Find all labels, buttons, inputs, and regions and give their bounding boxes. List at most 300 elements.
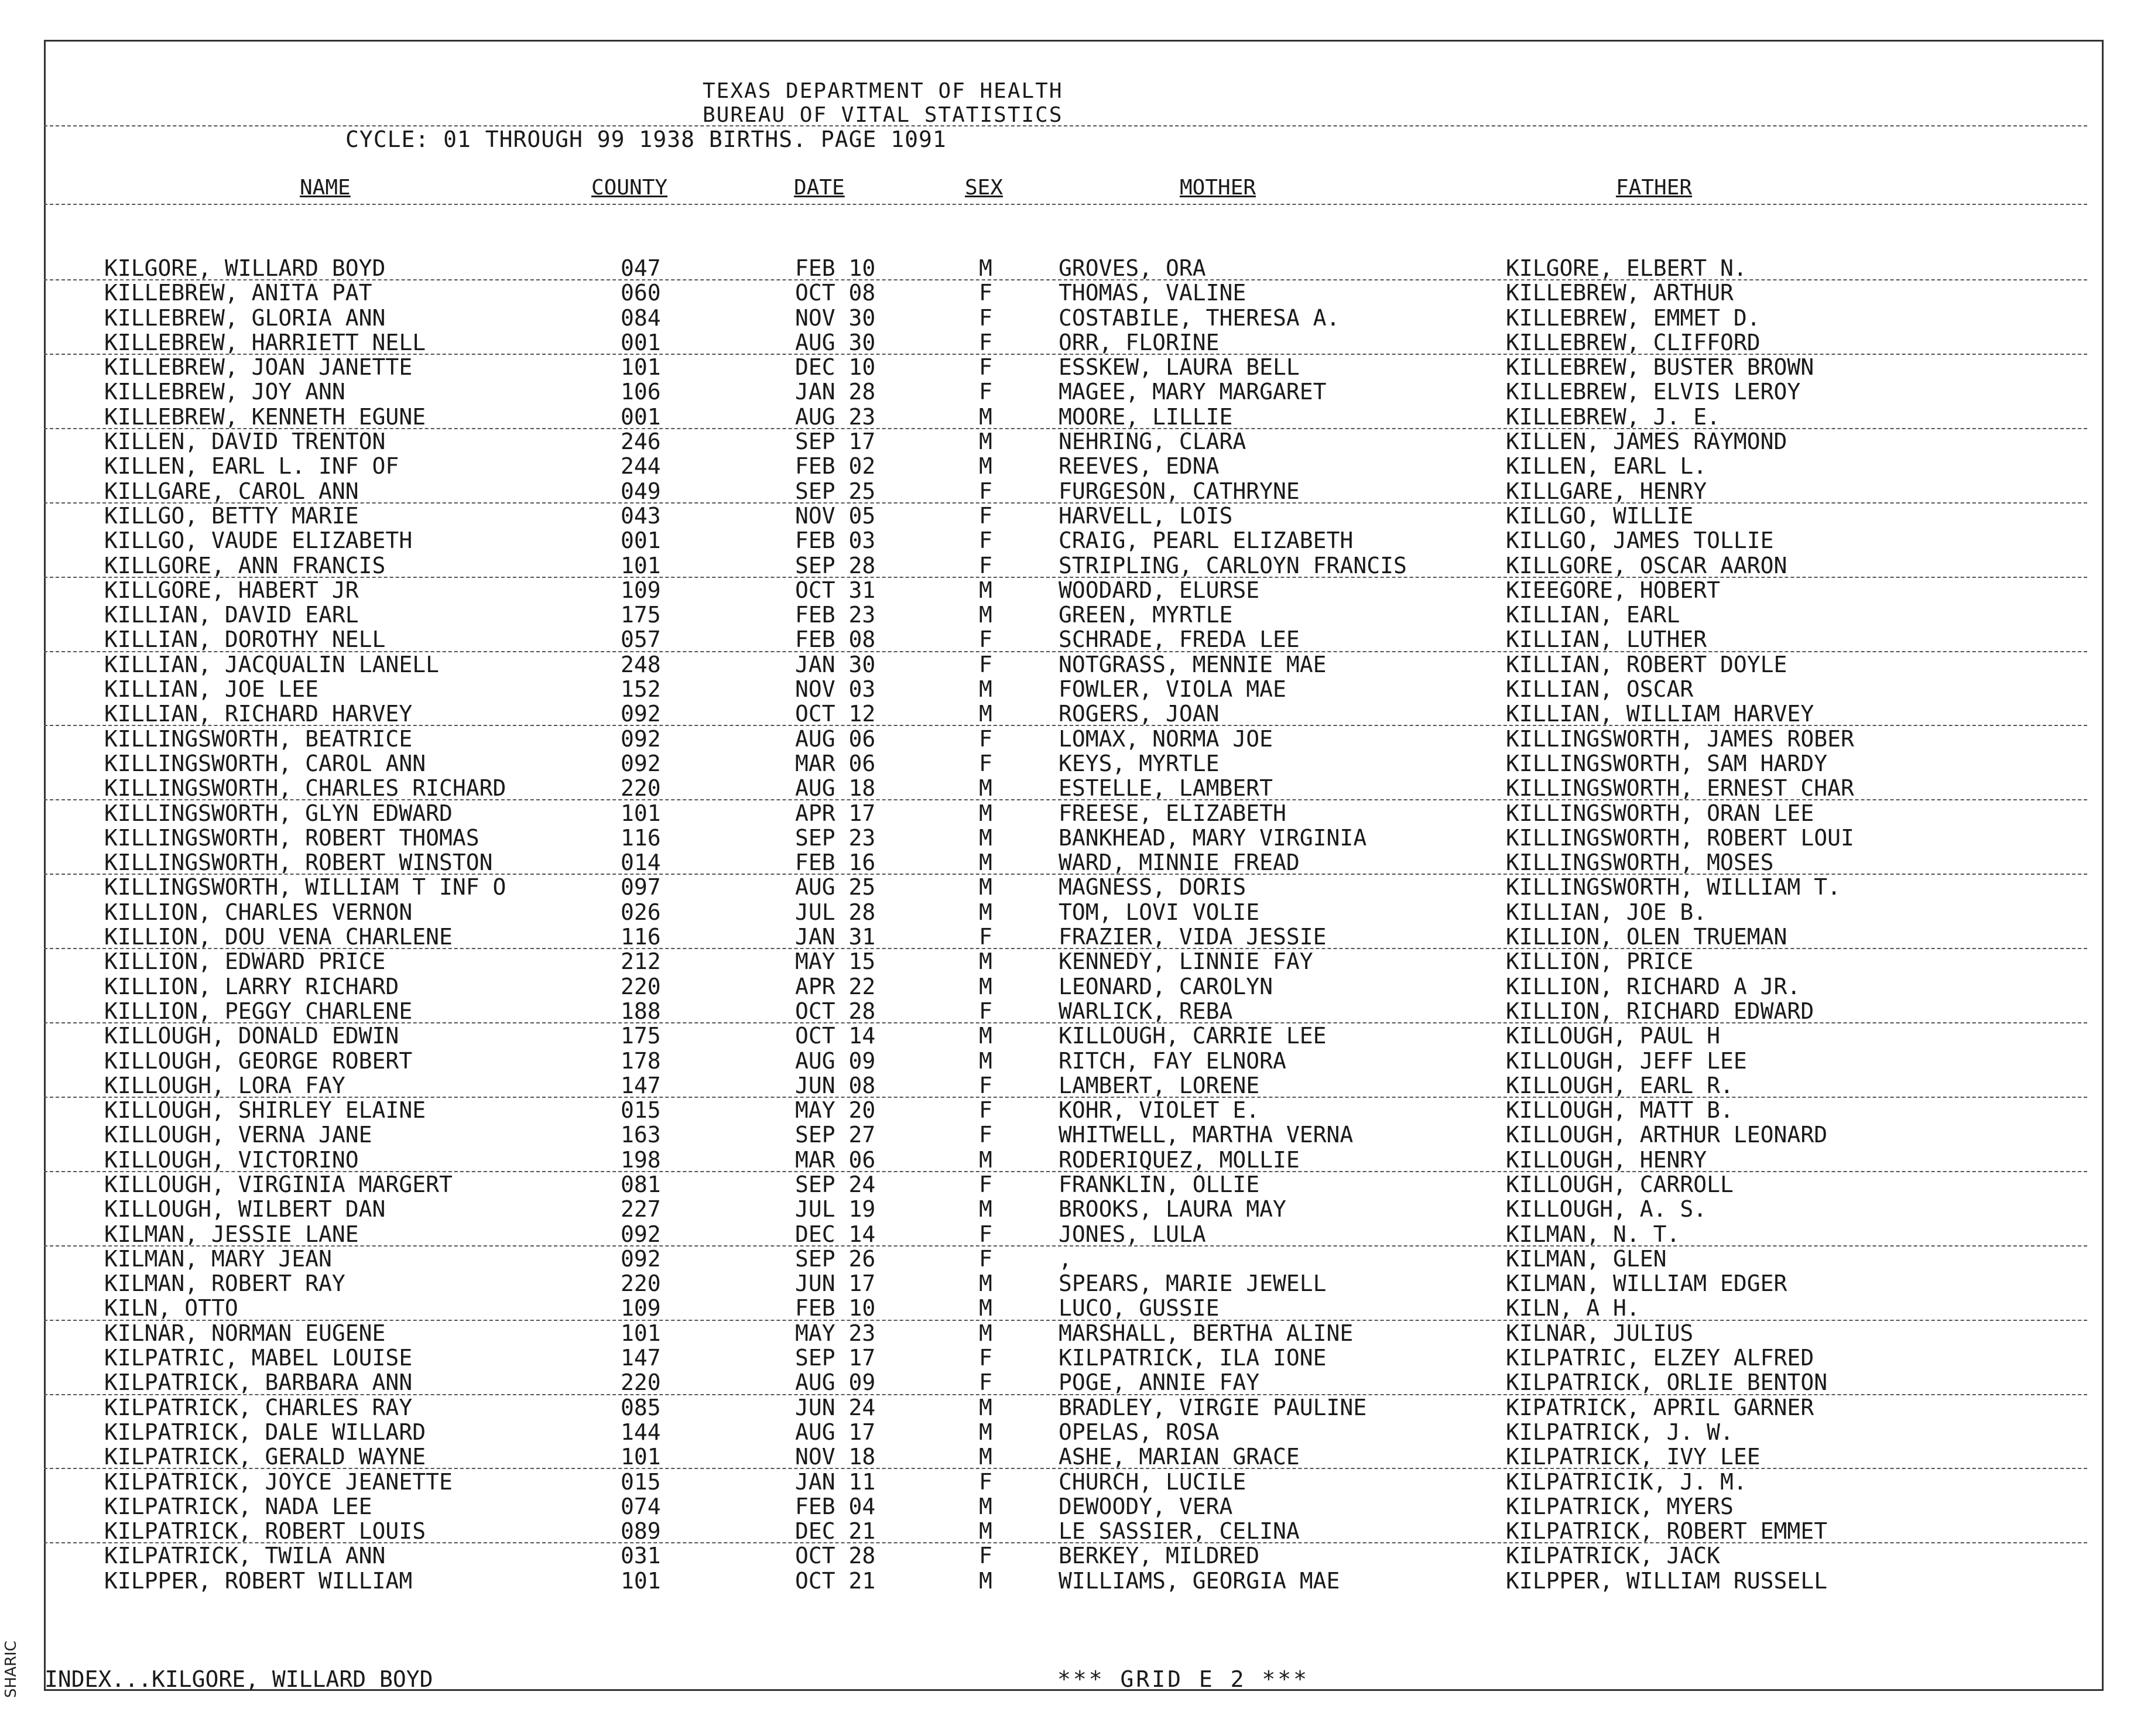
record-sex: F (979, 1369, 992, 1396)
record-father: KILNAR, JULIUS (1506, 1320, 1694, 1346)
record-name: KILLINGSWORTH, BEATRICE (104, 725, 413, 752)
record-sex: M (979, 1320, 992, 1346)
record-name: KILLOUGH, WILBERT DAN (104, 1196, 386, 1223)
record-county: 092 (621, 1221, 661, 1247)
record-sex: M (979, 1567, 992, 1594)
record-mother: WARLICK, REBA (1059, 998, 1233, 1024)
record-sex: M (979, 800, 992, 826)
record-date: AUG 17 (795, 1419, 876, 1445)
record-date: JAN 31 (795, 924, 876, 950)
record-county: 101 (621, 800, 661, 826)
record-sex: F (979, 924, 992, 950)
table-row (0, 999, 2144, 1023)
record-sex: F (979, 1097, 992, 1124)
record-father: KILLOUGH, EARL R. (1506, 1072, 1734, 1098)
record-mother: BERKEY, MILDRED (1059, 1543, 1260, 1569)
record-father: KILPPER, WILLIAM RUSSELL (1506, 1567, 1828, 1594)
record-date: FEB 10 (795, 1295, 876, 1321)
record-date: SEP 17 (795, 1345, 876, 1371)
record-father: KILPATRICK, ROBERT EMMET (1506, 1518, 1828, 1545)
record-county: 092 (621, 701, 661, 727)
record-sex: F (979, 651, 992, 677)
record-date: MAY 15 (795, 949, 876, 975)
record-county: 026 (621, 899, 661, 925)
record-name: KILLINGSWORTH, CHARLES RICHARD (104, 775, 506, 802)
record-county: 101 (621, 1444, 661, 1470)
table-row (0, 330, 2144, 355)
table-row (0, 1148, 2144, 1172)
header-bureau: BUREAU OF VITAL STATISTICS (703, 103, 1063, 127)
divider (44, 204, 2087, 205)
record-father: KILLINGSWORTH, ERNEST CHAR (1506, 775, 1854, 802)
record-date: MAY 20 (795, 1097, 876, 1124)
record-name: KILLEBREW, GLORIA ANN (104, 304, 386, 331)
record-date: NOV 05 (795, 502, 876, 529)
record-name: KILLOUGH, DONALD EDWIN (104, 1023, 399, 1049)
record-date: DEC 21 (795, 1518, 876, 1545)
record-date: AUG 23 (795, 403, 876, 430)
record-father: KILLION, RICHARD A JR. (1506, 973, 1801, 999)
record-county: 244 (621, 453, 661, 480)
table-row (0, 1395, 2144, 1420)
record-mother: KILPATRICK, ILA IONE (1059, 1345, 1327, 1371)
footer-grid: *** GRID E 2 *** (1057, 1666, 1310, 1692)
record-mother: FOWLER, VIOLA MAE (1059, 676, 1286, 703)
record-mother: ASHE, MARIAN GRACE (1059, 1444, 1300, 1470)
table-row (0, 1049, 2144, 1073)
record-date: AUG 18 (795, 775, 876, 802)
record-county: 220 (621, 775, 661, 802)
table-row (0, 974, 2144, 999)
record-name: KILNAR, NORMAN EUGENE (104, 1320, 386, 1346)
record-county: 144 (621, 1419, 661, 1445)
record-sex: M (979, 1271, 992, 1297)
record-father: KILLIAN, ROBERT DOYLE (1506, 651, 1787, 677)
record-mother: FURGESON, CATHRYNE (1059, 478, 1300, 504)
record-mother: RODERIQUEZ, MOLLIE (1059, 1146, 1300, 1173)
record-mother: , (1059, 1245, 1072, 1272)
record-father: KILLOUGH, JEFF LEE (1506, 1047, 1747, 1074)
table-row (0, 1494, 2144, 1519)
record-father: KIPATRICK, APRIL GARNER (1506, 1394, 1814, 1420)
record-county: 147 (621, 1345, 661, 1371)
record-name: KILPATRICK, NADA LEE (104, 1493, 372, 1519)
record-sex: M (979, 824, 992, 851)
record-date: FEB 08 (795, 626, 876, 653)
record-mother: LEONARD, CAROLYN (1059, 973, 1273, 999)
record-sex: M (979, 1518, 992, 1545)
table-row (0, 528, 2144, 553)
record-county: 060 (621, 280, 661, 306)
record-mother: COSTABILE, THERESA A. (1059, 304, 1340, 331)
record-sex: M (979, 775, 992, 802)
record-name: KILLIAN, RICHARD HARVEY (104, 701, 413, 727)
table-row (0, 701, 2144, 726)
record-sex: F (979, 280, 992, 306)
record-mother: NEHRING, CLARA (1059, 429, 1246, 455)
table-row (0, 1023, 2144, 1048)
record-name: KILPATRICK, DALE WILLARD (104, 1419, 426, 1445)
record-date: SEP 27 (795, 1122, 876, 1148)
record-mother: NOTGRASS, MENNIE MAE (1059, 651, 1327, 677)
table-row (0, 1098, 2144, 1122)
table-row (0, 875, 2144, 899)
record-father: KILLEBREW, EMMET D. (1506, 304, 1761, 331)
column-header-father: FATHER (1616, 176, 1693, 200)
table-row (0, 1271, 2144, 1296)
record-date: APR 22 (795, 973, 876, 999)
record-mother: KENNEDY, LINNIE FAY (1059, 949, 1313, 975)
record-mother: MOORE, LILLIE (1059, 403, 1233, 430)
record-date: SEP 17 (795, 429, 876, 455)
record-sex: F (979, 552, 992, 578)
record-date: JAN 28 (795, 379, 876, 405)
record-name: KILLEBREW, HARRIETT NELL (104, 329, 426, 355)
footer-index: INDEX...KILGORE, WILLARD BOYD (44, 1666, 433, 1692)
record-date: DEC 14 (795, 1221, 876, 1247)
record-father: KILLIAN, EARL (1506, 602, 1680, 628)
record-county: 220 (621, 973, 661, 999)
record-mother: KEYS, MYRTLE (1059, 750, 1220, 776)
record-father: KILPATRICK, ORLIE BENTON (1506, 1369, 1828, 1396)
record-date: JUN 24 (795, 1394, 876, 1420)
table-row (0, 1519, 2144, 1543)
table-row (0, 1247, 2144, 1271)
table-row (0, 727, 2144, 751)
record-county: 163 (621, 1122, 661, 1148)
record-name: KILLINGSWORTH, ROBERT THOMAS (104, 824, 480, 851)
record-mother: KOHR, VIOLET E. (1059, 1097, 1260, 1124)
table-row (0, 256, 2144, 280)
record-name: KILLGORE, ANN FRANCIS (104, 552, 386, 578)
table-row (0, 602, 2144, 627)
record-county: 101 (621, 1567, 661, 1594)
record-date: NOV 18 (795, 1444, 876, 1470)
record-name: KILPATRICK, TWILA ANN (104, 1543, 386, 1569)
record-sex: M (979, 577, 992, 603)
table-row (0, 429, 2144, 454)
record-county: 109 (621, 577, 661, 603)
record-county: 152 (621, 676, 661, 703)
record-sex: M (979, 899, 992, 925)
record-date: OCT 12 (795, 701, 876, 727)
record-county: 246 (621, 429, 661, 455)
table-row (0, 1296, 2144, 1320)
record-sex: F (979, 528, 992, 554)
record-date: SEP 28 (795, 552, 876, 578)
record-name: KILLION, CHARLES VERNON (104, 899, 413, 925)
record-mother: REEVES, EDNA (1059, 453, 1220, 480)
record-county: 220 (621, 1369, 661, 1396)
record-father: KILGORE, ELBERT N. (1506, 255, 1747, 281)
cycle-line: CYCLE: 01 THROUGH 99 1938 BIRTHS. PAGE 1091 (345, 126, 947, 152)
table-row (0, 1420, 2144, 1444)
record-sex: M (979, 1444, 992, 1470)
table-row (0, 504, 2144, 528)
table-row (0, 379, 2144, 404)
table-row (0, 751, 2144, 776)
record-mother: MAGEE, MARY MARGARET (1059, 379, 1327, 405)
record-father: KILLIAN, WILLIAM HARVEY (1506, 701, 1814, 727)
record-name: KILLION, EDWARD PRICE (104, 949, 386, 975)
record-date: OCT 08 (795, 280, 876, 306)
record-date: NOV 30 (795, 304, 876, 331)
record-sex: M (979, 1493, 992, 1519)
record-date: SEP 23 (795, 824, 876, 851)
record-date: SEP 24 (795, 1171, 876, 1197)
record-county: 227 (621, 1196, 661, 1223)
record-date: AUG 09 (795, 1047, 876, 1074)
table-row (0, 949, 2144, 974)
record-date: AUG 30 (795, 329, 876, 355)
record-sex: F (979, 1122, 992, 1148)
record-sex: F (979, 379, 992, 405)
record-name: KILPATRICK, ROBERT LOUIS (104, 1518, 426, 1545)
record-name: KILLEBREW, JOY ANN (104, 379, 345, 405)
record-name: KILLEBREW, KENNETH EGUNE (104, 403, 426, 430)
record-county: 116 (621, 924, 661, 950)
record-county: 109 (621, 1295, 661, 1321)
record-sex: F (979, 1345, 992, 1371)
record-sex: M (979, 602, 992, 628)
record-date: AUG 25 (795, 874, 876, 900)
record-mother: WARD, MINNIE FREAD (1059, 850, 1300, 876)
record-father: KILN, A H. (1506, 1295, 1640, 1321)
record-county: 097 (621, 874, 661, 900)
record-father: KILLINGSWORTH, ORAN LEE (1506, 800, 1814, 826)
record-mother: TOM, LOVI VOLIE (1059, 899, 1260, 925)
table-row (0, 280, 2144, 305)
record-county: 089 (621, 1518, 661, 1545)
record-name: KILLINGSWORTH, ROBERT WINSTON (104, 850, 493, 876)
table-row (0, 1470, 2144, 1494)
birth-records-table (0, 256, 2144, 1593)
column-header-sex: SEX (965, 176, 1003, 200)
column-header-mother: MOTHER (1180, 176, 1256, 200)
record-date: JAN 11 (795, 1468, 876, 1495)
record-father: KIEEGORE, HOBERT (1506, 577, 1721, 603)
record-date: MAY 23 (795, 1320, 876, 1346)
record-name: KILPATRICK, GERALD WAYNE (104, 1444, 426, 1470)
record-father: KILLINGSWORTH, MOSES (1506, 850, 1774, 876)
record-name: KILLION, LARRY RICHARD (104, 973, 399, 999)
record-county: 106 (621, 379, 661, 405)
record-sex: M (979, 1196, 992, 1223)
record-sex: F (979, 1221, 992, 1247)
record-name: KILMAN, ROBERT RAY (104, 1271, 345, 1297)
record-mother: SCHRADE, FREDA LEE (1059, 626, 1300, 653)
record-father: KILLEBREW, ELVIS LEROY (1506, 379, 1801, 405)
record-sex: M (979, 453, 992, 480)
record-name: KILLEBREW, JOAN JANETTE (104, 354, 413, 381)
record-mother: DEWOODY, VERA (1059, 1493, 1233, 1519)
record-father: KILLIAN, LUTHER (1506, 626, 1707, 653)
record-county: 212 (621, 949, 661, 975)
record-father: KILLEBREW, CLIFFORD (1506, 329, 1761, 355)
record-county: 015 (621, 1097, 661, 1124)
record-date: AUG 06 (795, 725, 876, 752)
record-father: KILLOUGH, PAUL H (1506, 1023, 1721, 1049)
record-name: KILLEN, DAVID TRENTON (104, 429, 386, 455)
record-date: DEC 10 (795, 354, 876, 381)
record-name: KILLGO, BETTY MARIE (104, 502, 359, 529)
record-father: KILLIAN, OSCAR (1506, 676, 1694, 703)
table-row (0, 677, 2144, 701)
record-date: SEP 25 (795, 478, 876, 504)
record-sex: M (979, 1023, 992, 1049)
record-sex: M (979, 403, 992, 430)
record-mother: POGE, ANNIE FAY (1059, 1369, 1260, 1396)
record-mother: BRADLEY, VIRGIE PAULINE (1059, 1394, 1367, 1420)
record-mother: ESTELLE, LAMBERT (1059, 775, 1273, 802)
record-father: KILLION, RICHARD EDWARD (1506, 998, 1814, 1024)
table-row (0, 355, 2144, 379)
record-sex: M (979, 973, 992, 999)
record-father: KILPATRICK, JACK (1506, 1543, 1721, 1569)
record-father: KILPATRICK, MYERS (1506, 1493, 1734, 1519)
record-county: 001 (621, 528, 661, 554)
record-mother: CHURCH, LUCILE (1059, 1468, 1246, 1495)
record-father: KILLEBREW, ARTHUR (1506, 280, 1734, 306)
record-name: KILLION, PEGGY CHARLENE (104, 998, 413, 1024)
record-name: KILLGO, VAUDE ELIZABETH (104, 528, 413, 554)
record-date: AUG 09 (795, 1369, 876, 1396)
record-mother: BROOKS, LAURA MAY (1059, 1196, 1286, 1223)
record-name: KILLINGSWORTH, WILLIAM T INF O (104, 874, 506, 900)
record-county: 248 (621, 651, 661, 677)
record-date: NOV 03 (795, 676, 876, 703)
record-sex: M (979, 874, 992, 900)
record-name: KILPATRICK, CHARLES RAY (104, 1394, 413, 1420)
record-county: 101 (621, 1320, 661, 1346)
record-county: 085 (621, 1394, 661, 1420)
record-sex: F (979, 1245, 992, 1272)
record-mother: FREESE, ELIZABETH (1059, 800, 1286, 826)
table-row (0, 925, 2144, 949)
column-header-date: DATE (794, 176, 845, 200)
record-sex: F (979, 1468, 992, 1495)
record-sex: F (979, 725, 992, 752)
record-father: KILLIAN, JOE B. (1506, 899, 1707, 925)
record-father: KILLGARE, HENRY (1506, 478, 1707, 504)
table-row (0, 1569, 2144, 1593)
record-date: FEB 04 (795, 1493, 876, 1519)
record-mother: FRAZIER, VIDA JESSIE (1059, 924, 1327, 950)
table-row (0, 1370, 2144, 1395)
record-county: 081 (621, 1171, 661, 1197)
record-county: 049 (621, 478, 661, 504)
record-mother: GREEN, MYRTLE (1059, 602, 1233, 628)
record-name: KILLOUGH, VICTORINO (104, 1146, 359, 1173)
record-name: KILLOUGH, VIRGINIA MARGERT (104, 1171, 453, 1197)
table-row (0, 1222, 2144, 1247)
record-sex: F (979, 354, 992, 381)
record-county: 074 (621, 1493, 661, 1519)
record-name: KILLINGSWORTH, CAROL ANN (104, 750, 426, 776)
table-row (0, 850, 2144, 875)
record-date: FEB 03 (795, 528, 876, 554)
record-mother: ROGERS, JOAN (1059, 701, 1220, 727)
record-name: KILPPER, ROBERT WILLIAM (104, 1567, 413, 1594)
record-date: SEP 26 (795, 1245, 876, 1272)
record-father: KILLOUGH, ARTHUR LEONARD (1506, 1122, 1828, 1148)
record-father: KILLOUGH, CARROLL (1506, 1171, 1734, 1197)
table-row (0, 1197, 2144, 1221)
record-mother: OPELAS, ROSA (1059, 1419, 1220, 1445)
table-row (0, 405, 2144, 429)
record-sex: M (979, 1295, 992, 1321)
record-mother: JONES, LULA (1059, 1221, 1206, 1247)
table-row (0, 900, 2144, 925)
record-mother: WILLIAMS, GEORGIA MAE (1059, 1567, 1340, 1594)
record-date: JUL 19 (795, 1196, 876, 1223)
record-name: KILLEBREW, ANITA PAT (104, 280, 372, 306)
record-name: KILLIAN, DOROTHY NELL (104, 626, 386, 653)
record-name: KILLOUGH, SHIRLEY ELAINE (104, 1097, 426, 1124)
record-mother: RITCH, FAY ELNORA (1059, 1047, 1286, 1074)
record-father: KILLOUGH, HENRY (1506, 1146, 1707, 1173)
record-date: FEB 10 (795, 255, 876, 281)
record-date: OCT 28 (795, 998, 876, 1024)
record-name: KILLOUGH, LORA FAY (104, 1072, 345, 1098)
record-county: 057 (621, 626, 661, 653)
record-sex: F (979, 1072, 992, 1098)
record-county: 220 (621, 1271, 661, 1297)
table-row (0, 1444, 2144, 1469)
table-row (0, 1321, 2144, 1345)
record-county: 001 (621, 329, 661, 355)
record-sex: M (979, 949, 992, 975)
record-father: KILLEBREW, BUSTER BROWN (1506, 354, 1814, 381)
record-sex: F (979, 329, 992, 355)
record-name: KILLIAN, DAVID EARL (104, 602, 359, 628)
record-sex: M (979, 701, 992, 727)
record-sex: F (979, 478, 992, 504)
record-county: 092 (621, 725, 661, 752)
record-father: KILLION, OLEN TRUEMAN (1506, 924, 1787, 950)
record-county: 015 (621, 1468, 661, 1495)
table-row (0, 627, 2144, 652)
record-name: KILLEN, EARL L. INF OF (104, 453, 399, 480)
table-row (0, 553, 2144, 578)
record-mother: LAMBERT, LORENE (1059, 1072, 1260, 1098)
record-name: KILPATRIC, MABEL LOUISE (104, 1345, 413, 1371)
record-mother: ESSKEW, LAURA BELL (1059, 354, 1300, 381)
record-date: FEB 23 (795, 602, 876, 628)
record-mother: MAGNESS, DORIS (1059, 874, 1246, 900)
record-date: OCT 31 (795, 577, 876, 603)
record-father: KILLOUGH, MATT B. (1506, 1097, 1734, 1124)
record-county: 178 (621, 1047, 661, 1074)
record-mother: LOMAX, NORMA JOE (1059, 725, 1273, 752)
record-county: 084 (621, 304, 661, 331)
table-row (0, 826, 2144, 850)
side-label: SHARIC (2, 1641, 20, 1698)
table-row (0, 1543, 2144, 1568)
table-row (0, 306, 2144, 330)
record-mother: CRAIG, PEARL ELIZABETH (1059, 528, 1354, 554)
table-row (0, 479, 2144, 504)
table-row (0, 454, 2144, 478)
record-mother: WOODARD, ELURSE (1059, 577, 1260, 603)
record-name: KILLGORE, HABERT JR (104, 577, 359, 603)
column-header-county: COUNTY (591, 176, 668, 200)
header-department: TEXAS DEPARTMENT OF HEALTH (703, 79, 1063, 103)
record-father: KILPATRIC, ELZEY ALFRED (1506, 1345, 1814, 1371)
record-name: KILGORE, WILLARD BOYD (104, 255, 386, 281)
column-header-name: NAME (300, 176, 351, 200)
table-row (0, 1345, 2144, 1370)
